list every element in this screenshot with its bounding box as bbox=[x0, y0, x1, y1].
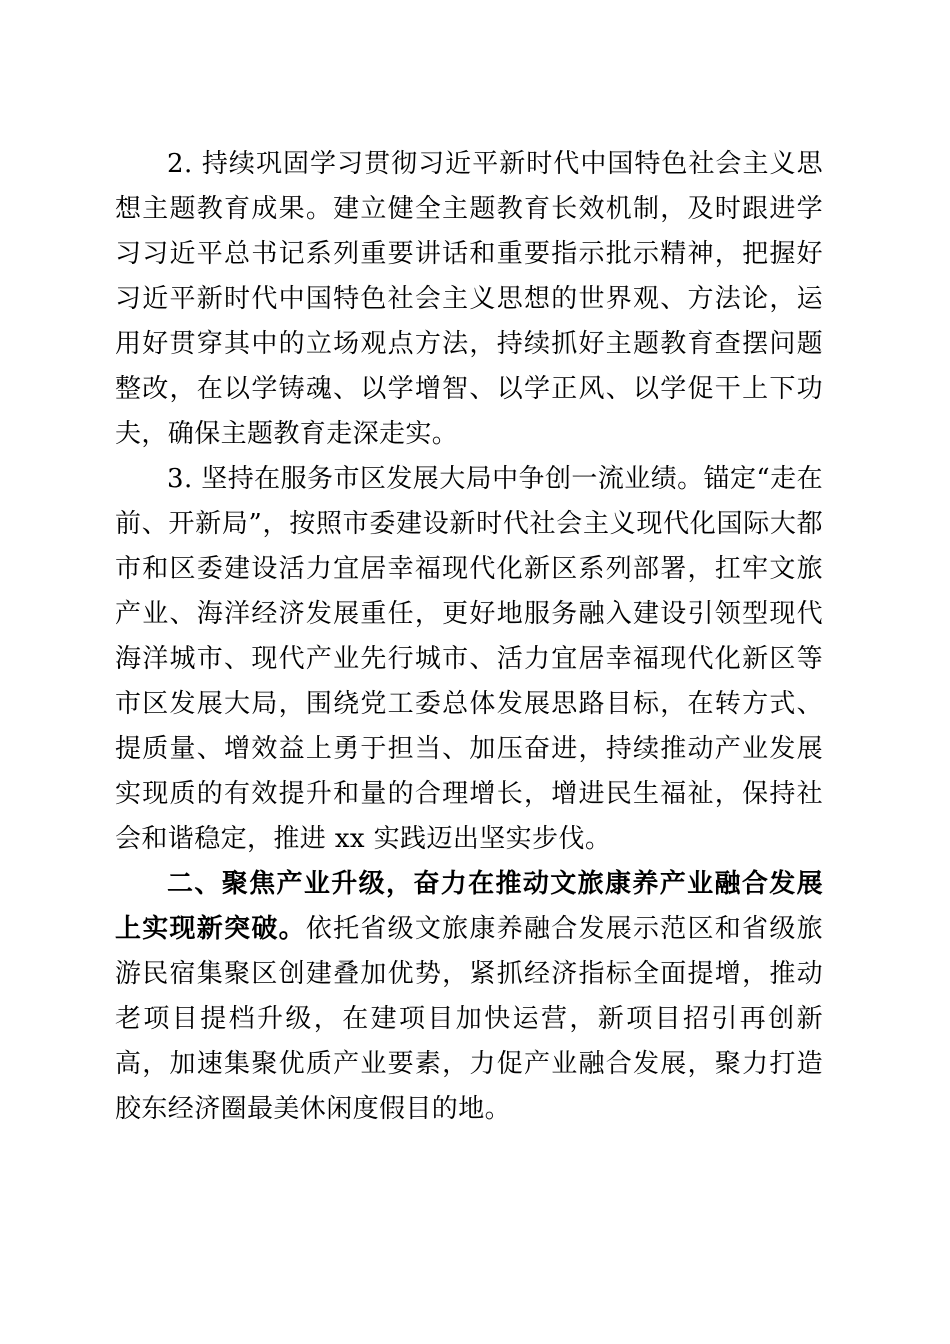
section-heading: 二、聚焦产业升级，奋力在推动文旅康养产业融合发展上实现新突破。 bbox=[115, 869, 823, 944]
paragraph-text: 依托省级文旅康养融合发展示范区和省级旅游民宿集聚区创建叠加优势，紧抓经济指标全面提增，推动老项目提档升级，在建项目加快运营，新项目招引再创新高，加速集聚优质产业要素，力促产业融合发展，聚力打造胶东经济圈最美休闲度假目的地。 bbox=[115, 914, 823, 1124]
section-2-paragraph bbox=[115, 862, 823, 1132]
paragraph-text: 2. 持续巩固学习贯彻习近平新时代中国特色社会主义思想主题教育成果。建立健全主题教育长效机制，及时跟进学习习近平总书记系列重要讲话和重要指示批示精神，把握好习近平新时代中国特色社会主义思想的世界观、方法论，运用好贯穿其中的立场观点方法，持续抓好主题教育查摆问题整改，在以学铸魂、以学增智、以学正风、以学促干上下功夫，确保主题教育走深走实。 bbox=[115, 149, 823, 449]
paragraph-item-2 bbox=[115, 142, 823, 457]
document-body bbox=[115, 142, 823, 1132]
paragraph-text: 3. 坚持在服务市区发展大局中争创一流业绩。锚定“走在前、开新局”，按照市委建设新时代社会主义现代化国际大都市和区委建设活力宜居幸福现代化新区系列部署，扛牢文旅产业、海洋经济发展重任，更好地服务融入建设引领型现代海洋城市、现代产业先行城市、活力宜居幸福现代化新区等市区发展大局，围绕党工委总体发展思路目标，在转方式、提质量、增效益上勇于担当、加压奋进，持续推动产业发展实现质的有效提升和量的合理增长，增进民生福祉，保持社会和谐稳定，推进 xx 实践迈出坚实步伐。 bbox=[115, 464, 823, 854]
paragraph-item-3 bbox=[115, 457, 823, 862]
